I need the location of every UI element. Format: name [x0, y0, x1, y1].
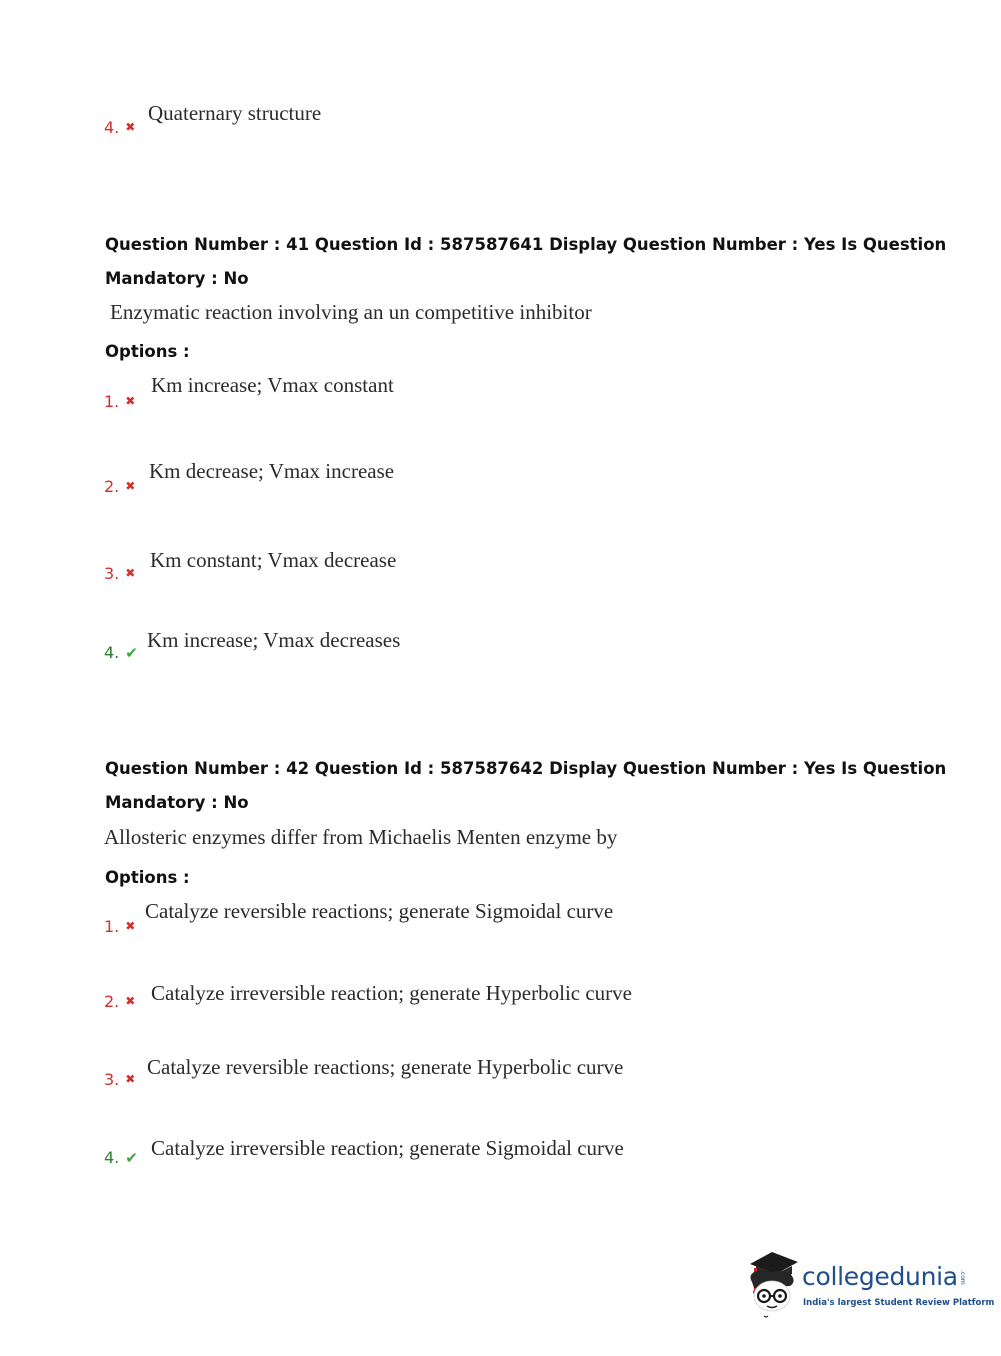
cross-icon: ✖ [125, 566, 136, 580]
q41-option-4-text: Km increase; Vmax decreases [147, 628, 401, 652]
question-41-options-label: Options : [105, 342, 190, 361]
q42-option-3-text: Catalyze reversible reactions; generate Hyperbolic curve [147, 1055, 624, 1079]
question-42-header: Question Number : 42 Question Id : 587587642 Display Question Number : Yes Is Question [105, 759, 947, 778]
q42-option-1-text: Catalyze reversible reactions; generate Sigmoidal curve [145, 899, 614, 923]
cross-icon: ✖ [125, 479, 136, 493]
question-41-text: Enzymatic reaction involving an un competitive inhibitor [110, 300, 592, 324]
cross-icon: ✖ [125, 120, 136, 134]
cross-icon: ✖ [125, 1072, 136, 1086]
q42-option-4-text: Catalyze irreversible reaction; generate Sigmoidal curve [151, 1136, 624, 1160]
q42-option-3-number: 3. ✖ [104, 1070, 136, 1089]
q42-option-2-text: Catalyze irreversible reaction; generate Hyperbolic curve [151, 981, 633, 1005]
brand-name: collegedunia [802, 1262, 958, 1291]
check-icon: ✔ [125, 1149, 138, 1167]
question-41-mandatory: Mandatory : No [105, 269, 249, 288]
q41-option-1-number: 1. ✖ [104, 392, 136, 411]
check-icon: ✔ [125, 644, 138, 662]
q42-option-4-number: 4. ✔ [104, 1148, 138, 1167]
q41-option-2-number: 2. ✖ [104, 477, 136, 496]
q42-option-1-number: 1. ✖ [104, 917, 136, 936]
collegedunia-logo [742, 1250, 995, 1320]
question-42-mandatory: Mandatory : No [105, 793, 249, 812]
q41-option-1-text: Km increase; Vmax constant [151, 373, 394, 397]
brand-tagline: India's largest Student Review Platform [803, 1298, 995, 1308]
q41-option-3-text: Km constant; Vmax decrease [150, 548, 397, 572]
question-42-options-label: Options : [105, 868, 190, 887]
option-text: Quaternary structure [148, 101, 322, 125]
q41-option-3-number: 3. ✖ [104, 564, 136, 583]
mascot-icon [742, 1250, 804, 1320]
q42-option-2-number: 2. ✖ [104, 992, 136, 1011]
question-41-header: Question Number : 41 Question Id : 587587641 Display Question Number : Yes Is Question [105, 235, 947, 254]
cross-icon: ✖ [125, 394, 136, 408]
cross-icon: ✖ [125, 994, 136, 1008]
brand-suffix: .com [959, 1270, 966, 1285]
option-number: 4. ✖ [104, 118, 136, 137]
q41-option-4-number: 4. ✔ [104, 643, 138, 662]
question-42-text: Allosteric enzymes differ from Michaelis Menten enzyme by [104, 825, 618, 849]
q41-option-2-text: Km decrease; Vmax increase [149, 459, 395, 483]
cross-icon: ✖ [125, 919, 136, 933]
